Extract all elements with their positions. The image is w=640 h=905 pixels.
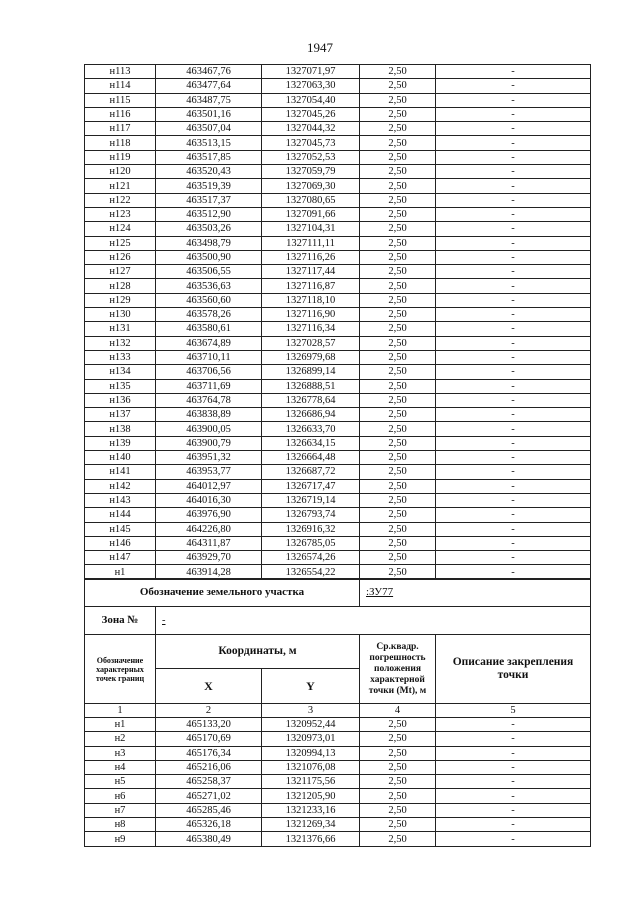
table-row: [85, 136, 591, 150]
x-coordinate-cell: 463487,75: [156, 93, 262, 107]
y-coordinate-cell: 1326574,26: [262, 551, 360, 565]
accuracy-cell: 2,50: [360, 165, 436, 179]
y-coordinate-cell: 1327080,65: [262, 193, 360, 207]
y-coordinate-cell: 1327059,79: [262, 165, 360, 179]
accuracy-cell: 2,50: [360, 136, 436, 150]
x-coordinate-cell: 463914,28: [156, 565, 262, 579]
x-coordinate-cell: 463953,77: [156, 465, 262, 479]
x-coordinate-cell: 463929,70: [156, 551, 262, 565]
point-id-cell: н114: [85, 79, 156, 93]
accuracy-cell: 2,50: [360, 365, 436, 379]
description-cell: -: [436, 293, 591, 307]
table-row: [85, 293, 591, 307]
description-cell: -: [436, 408, 591, 422]
point-id-cell: н125: [85, 236, 156, 250]
y-coordinate-cell: 1321175,56: [262, 775, 360, 789]
point-id-cell: н1: [85, 718, 156, 732]
column-number: 5: [436, 704, 591, 718]
header-coordinates: Координаты, м: [156, 635, 360, 669]
table-row: [85, 350, 591, 364]
point-id-cell: н143: [85, 493, 156, 507]
header-x: X: [156, 669, 262, 704]
x-coordinate-cell: 465271,02: [156, 789, 262, 803]
description-cell: -: [436, 365, 591, 379]
y-coordinate-cell: 1320952,44: [262, 718, 360, 732]
y-coordinate-cell: 1321076,08: [262, 760, 360, 774]
y-coordinate-cell: 1327044,32: [262, 122, 360, 136]
point-id-cell: н132: [85, 336, 156, 350]
x-coordinate-cell: 465176,34: [156, 746, 262, 760]
y-coordinate-cell: 1326664,48: [262, 451, 360, 465]
table-row: [85, 422, 591, 436]
accuracy-cell: 2,50: [360, 536, 436, 550]
table-row: [85, 718, 591, 732]
point-id-cell: н1: [85, 565, 156, 579]
x-coordinate-cell: 463560,60: [156, 293, 262, 307]
page-number: 1947: [307, 40, 333, 55]
accuracy-cell: 2,50: [360, 250, 436, 264]
accuracy-cell: 2,50: [360, 79, 436, 93]
table-row: [85, 393, 591, 407]
y-coordinate-cell: 1326719,14: [262, 493, 360, 507]
accuracy-cell: 2,50: [360, 565, 436, 579]
x-coordinate-cell: 463710,11: [156, 350, 262, 364]
table-row: [85, 279, 591, 293]
point-id-cell: н115: [85, 93, 156, 107]
accuracy-cell: 2,50: [360, 222, 436, 236]
accuracy-cell: 2,50: [360, 379, 436, 393]
accuracy-cell: 2,50: [360, 279, 436, 293]
table-row: [85, 522, 591, 536]
point-id-cell: н145: [85, 522, 156, 536]
table-row: [85, 408, 591, 422]
y-coordinate-cell: 1327118,10: [262, 293, 360, 307]
y-coordinate-cell: 1326634,15: [262, 436, 360, 450]
x-coordinate-cell: 465133,20: [156, 718, 262, 732]
description-cell: -: [436, 818, 591, 832]
y-coordinate-cell: 1326554,22: [262, 565, 360, 579]
y-coordinate-cell: 1326778,64: [262, 393, 360, 407]
table-row: [85, 551, 591, 565]
y-coordinate-cell: 1327063,30: [262, 79, 360, 93]
y-coordinate-cell: 1326979,68: [262, 350, 360, 364]
description-cell: -: [436, 322, 591, 336]
point-id-cell: н6: [85, 789, 156, 803]
accuracy-cell: 2,50: [360, 422, 436, 436]
description-cell: -: [436, 536, 591, 550]
y-coordinate-cell: 1327052,53: [262, 150, 360, 164]
point-id-cell: н133: [85, 350, 156, 364]
table-row: [85, 107, 591, 121]
column-number: 2: [156, 704, 262, 718]
accuracy-cell: 2,50: [360, 775, 436, 789]
point-id-cell: н123: [85, 207, 156, 221]
y-coordinate-cell: 1326899,14: [262, 365, 360, 379]
x-coordinate-cell: 463951,32: [156, 451, 262, 465]
accuracy-cell: 2,50: [360, 789, 436, 803]
table-row: [85, 379, 591, 393]
accuracy-cell: 2,50: [360, 350, 436, 364]
description-cell: -: [436, 265, 591, 279]
description-cell: -: [436, 732, 591, 746]
x-coordinate-cell: 465380,49: [156, 832, 262, 846]
accuracy-cell: 2,50: [360, 551, 436, 565]
table-row: [85, 536, 591, 550]
point-id-cell: н128: [85, 279, 156, 293]
x-coordinate-cell: 463900,05: [156, 422, 262, 436]
point-id-cell: н119: [85, 150, 156, 164]
table-row: [85, 122, 591, 136]
description-cell: -: [436, 179, 591, 193]
x-coordinate-cell: 463501,16: [156, 107, 262, 121]
table-row: [85, 65, 591, 79]
description-cell: -: [436, 207, 591, 221]
description-cell: -: [436, 789, 591, 803]
point-id-cell: н121: [85, 179, 156, 193]
x-coordinate-cell: 463764,78: [156, 393, 262, 407]
x-coordinate-cell: 465326,18: [156, 818, 262, 832]
point-id-cell: н137: [85, 408, 156, 422]
column-number-row: [85, 704, 591, 718]
header-accuracy: Ср.квадр. погрешность положения характерной точки (Mt), м: [360, 635, 436, 704]
table-row: [85, 150, 591, 164]
land-plot-row: [85, 579, 591, 607]
table-row: [85, 207, 591, 221]
description-cell: -: [436, 279, 591, 293]
y-coordinate-cell: 1326916,32: [262, 522, 360, 536]
accuracy-cell: 2,50: [360, 236, 436, 250]
table-row: [85, 746, 591, 760]
y-coordinate-cell: 1327116,34: [262, 322, 360, 336]
coordinates-table-zu77: [84, 578, 591, 847]
table-row: [85, 336, 591, 350]
column-number: 3: [262, 704, 360, 718]
y-coordinate-cell: 1320973,01: [262, 732, 360, 746]
description-cell: -: [436, 760, 591, 774]
accuracy-cell: 2,50: [360, 732, 436, 746]
accuracy-cell: 2,50: [360, 122, 436, 136]
description-cell: -: [436, 451, 591, 465]
header-row-1: [85, 635, 591, 669]
x-coordinate-cell: 463477,64: [156, 79, 262, 93]
table-row: [85, 760, 591, 774]
x-coordinate-cell: 463578,26: [156, 308, 262, 322]
x-coordinate-cell: 464311,87: [156, 536, 262, 550]
accuracy-cell: 2,50: [360, 451, 436, 465]
y-coordinate-cell: 1320994,13: [262, 746, 360, 760]
y-coordinate-cell: 1326687,72: [262, 465, 360, 479]
description-cell: -: [436, 165, 591, 179]
description-cell: -: [436, 222, 591, 236]
point-id-cell: н5: [85, 775, 156, 789]
description-cell: -: [436, 136, 591, 150]
description-cell: -: [436, 79, 591, 93]
description-cell: -: [436, 832, 591, 846]
x-coordinate-cell: 463512,90: [156, 207, 262, 221]
point-id-cell: н135: [85, 379, 156, 393]
y-coordinate-cell: 1321205,90: [262, 789, 360, 803]
description-cell: -: [436, 193, 591, 207]
table-row: [85, 732, 591, 746]
y-coordinate-cell: 1327054,40: [262, 93, 360, 107]
point-id-cell: н147: [85, 551, 156, 565]
accuracy-cell: 2,50: [360, 93, 436, 107]
description-cell: -: [436, 436, 591, 450]
point-id-cell: н4: [85, 760, 156, 774]
description-cell: -: [436, 422, 591, 436]
table-row: [85, 250, 591, 264]
y-coordinate-cell: 1327117,44: [262, 265, 360, 279]
point-id-cell: н3: [85, 746, 156, 760]
x-coordinate-cell: 463503,26: [156, 222, 262, 236]
y-coordinate-cell: 1321233,16: [262, 803, 360, 817]
point-id-cell: н8: [85, 818, 156, 832]
point-id-cell: н122: [85, 193, 156, 207]
point-id-cell: н9: [85, 832, 156, 846]
description-cell: -: [436, 775, 591, 789]
table-row: [85, 436, 591, 450]
point-id-cell: н116: [85, 107, 156, 121]
point-id-cell: н7: [85, 803, 156, 817]
accuracy-cell: 2,50: [360, 179, 436, 193]
zone-label: Зона №: [85, 607, 156, 635]
accuracy-cell: 2,50: [360, 150, 436, 164]
point-id-cell: н144: [85, 508, 156, 522]
y-coordinate-cell: 1327069,30: [262, 179, 360, 193]
y-coordinate-cell: 1326633,70: [262, 422, 360, 436]
point-id-cell: н127: [85, 265, 156, 279]
y-coordinate-cell: 1327071,97: [262, 65, 360, 79]
table-row: [85, 308, 591, 322]
point-id-cell: н2: [85, 732, 156, 746]
point-id-cell: н146: [85, 536, 156, 550]
accuracy-cell: 2,50: [360, 465, 436, 479]
accuracy-cell: 2,50: [360, 746, 436, 760]
accuracy-cell: 2,50: [360, 336, 436, 350]
point-id-cell: н140: [85, 451, 156, 465]
table-row: [85, 479, 591, 493]
zone-row: [85, 607, 591, 635]
description-cell: -: [436, 150, 591, 164]
x-coordinate-cell: 463674,89: [156, 336, 262, 350]
y-coordinate-cell: 1327045,26: [262, 107, 360, 121]
accuracy-cell: 2,50: [360, 508, 436, 522]
y-coordinate-cell: 1327028,57: [262, 336, 360, 350]
point-id-cell: н124: [85, 222, 156, 236]
header-description: Описание закрепления точки: [436, 635, 591, 704]
x-coordinate-cell: 463706,56: [156, 365, 262, 379]
table-row: [85, 93, 591, 107]
description-cell: -: [436, 718, 591, 732]
accuracy-cell: 2,50: [360, 207, 436, 221]
description-cell: -: [436, 379, 591, 393]
description-cell: -: [436, 93, 591, 107]
y-coordinate-cell: 1326793,74: [262, 508, 360, 522]
description-cell: -: [436, 565, 591, 579]
y-coordinate-cell: 1327116,90: [262, 308, 360, 322]
x-coordinate-cell: 463500,90: [156, 250, 262, 264]
accuracy-cell: 2,50: [360, 803, 436, 817]
description-cell: -: [436, 508, 591, 522]
description-cell: -: [436, 479, 591, 493]
y-coordinate-cell: 1327116,26: [262, 250, 360, 264]
description-cell: -: [436, 522, 591, 536]
table-row: [85, 789, 591, 803]
point-id-cell: н138: [85, 422, 156, 436]
x-coordinate-cell: 463517,85: [156, 150, 262, 164]
description-cell: -: [436, 107, 591, 121]
table-row: [85, 193, 591, 207]
table-row: [85, 775, 591, 789]
table-row: [85, 222, 591, 236]
description-cell: -: [436, 746, 591, 760]
x-coordinate-cell: 465170,69: [156, 732, 262, 746]
point-id-cell: н118: [85, 136, 156, 150]
description-cell: -: [436, 336, 591, 350]
x-coordinate-cell: 463711,69: [156, 379, 262, 393]
description-cell: -: [436, 493, 591, 507]
table-row: [85, 803, 591, 817]
y-coordinate-cell: 1326717,47: [262, 479, 360, 493]
x-coordinate-cell: 463900,79: [156, 436, 262, 450]
zone-value: -: [156, 607, 591, 635]
description-cell: -: [436, 308, 591, 322]
accuracy-cell: 2,50: [360, 522, 436, 536]
table-row: [85, 508, 591, 522]
x-coordinate-cell: 463507,04: [156, 122, 262, 136]
accuracy-cell: 2,50: [360, 408, 436, 422]
table-row: [85, 832, 591, 846]
x-coordinate-cell: 465216,06: [156, 760, 262, 774]
x-coordinate-cell: 463467,76: [156, 65, 262, 79]
land-plot-label: Обозначение земельного участка: [85, 579, 360, 607]
table-row: [85, 265, 591, 279]
x-coordinate-cell: 463517,37: [156, 193, 262, 207]
description-cell: -: [436, 236, 591, 250]
point-id-cell: н139: [85, 436, 156, 450]
point-id-cell: н113: [85, 65, 156, 79]
point-id-cell: н141: [85, 465, 156, 479]
land-plot-value: :ЗУ77: [360, 579, 591, 607]
table-row: [85, 165, 591, 179]
point-id-cell: н131: [85, 322, 156, 336]
x-coordinate-cell: 463976,90: [156, 508, 262, 522]
table-row: [85, 322, 591, 336]
x-coordinate-cell: 463506,55: [156, 265, 262, 279]
y-coordinate-cell: 1327091,66: [262, 207, 360, 221]
table-row: [85, 493, 591, 507]
accuracy-cell: 2,50: [360, 65, 436, 79]
x-coordinate-cell: 464226,80: [156, 522, 262, 536]
table-row: [85, 365, 591, 379]
description-cell: -: [436, 350, 591, 364]
accuracy-cell: 2,50: [360, 493, 436, 507]
x-coordinate-cell: 464012,97: [156, 479, 262, 493]
table-row: [85, 465, 591, 479]
point-id-cell: н134: [85, 365, 156, 379]
header-y: Y: [262, 669, 360, 704]
table-row: [85, 818, 591, 832]
description-cell: -: [436, 250, 591, 264]
accuracy-cell: 2,50: [360, 107, 436, 121]
point-id-cell: н126: [85, 250, 156, 264]
y-coordinate-cell: 1326785,05: [262, 536, 360, 550]
y-coordinate-cell: 1327111,11: [262, 236, 360, 250]
x-coordinate-cell: 463520,43: [156, 165, 262, 179]
description-cell: -: [436, 393, 591, 407]
accuracy-cell: 2,50: [360, 718, 436, 732]
accuracy-cell: 2,50: [360, 818, 436, 832]
table-row: [85, 79, 591, 93]
x-coordinate-cell: 464016,30: [156, 493, 262, 507]
point-id-cell: н136: [85, 393, 156, 407]
x-coordinate-cell: 463838,89: [156, 408, 262, 422]
column-number: 4: [360, 704, 436, 718]
y-coordinate-cell: 1321376,66: [262, 832, 360, 846]
y-coordinate-cell: 1327104,31: [262, 222, 360, 236]
description-cell: -: [436, 465, 591, 479]
point-id-cell: н130: [85, 308, 156, 322]
point-id-cell: н120: [85, 165, 156, 179]
y-coordinate-cell: 1326686,94: [262, 408, 360, 422]
y-coordinate-cell: 1327045,73: [262, 136, 360, 150]
accuracy-cell: 2,50: [360, 479, 436, 493]
x-coordinate-cell: 463513,15: [156, 136, 262, 150]
x-coordinate-cell: 463580,61: [156, 322, 262, 336]
y-coordinate-cell: 1326888,51: [262, 379, 360, 393]
accuracy-cell: 2,50: [360, 193, 436, 207]
y-coordinate-cell: 1327116,87: [262, 279, 360, 293]
x-coordinate-cell: 465285,46: [156, 803, 262, 817]
description-cell: -: [436, 803, 591, 817]
accuracy-cell: 2,50: [360, 393, 436, 407]
description-cell: -: [436, 551, 591, 565]
point-id-cell: н117: [85, 122, 156, 136]
accuracy-cell: 2,50: [360, 436, 436, 450]
accuracy-cell: 2,50: [360, 322, 436, 336]
x-coordinate-cell: 465258,37: [156, 775, 262, 789]
accuracy-cell: 2,50: [360, 265, 436, 279]
coordinates-table-continued: [84, 64, 591, 580]
x-coordinate-cell: 463519,39: [156, 179, 262, 193]
description-cell: -: [436, 122, 591, 136]
y-coordinate-cell: 1321269,34: [262, 818, 360, 832]
accuracy-cell: 2,50: [360, 293, 436, 307]
x-coordinate-cell: 463536,63: [156, 279, 262, 293]
column-number: 1: [85, 704, 156, 718]
header-point-designation: Обозначение характерных точек границ: [85, 635, 156, 704]
description-cell: -: [436, 65, 591, 79]
accuracy-cell: 2,50: [360, 760, 436, 774]
accuracy-cell: 2,50: [360, 308, 436, 322]
point-id-cell: н142: [85, 479, 156, 493]
x-coordinate-cell: 463498,79: [156, 236, 262, 250]
point-id-cell: н129: [85, 293, 156, 307]
table-row: [85, 236, 591, 250]
table-row: [85, 179, 591, 193]
accuracy-cell: 2,50: [360, 832, 436, 846]
table-row: [85, 451, 591, 465]
